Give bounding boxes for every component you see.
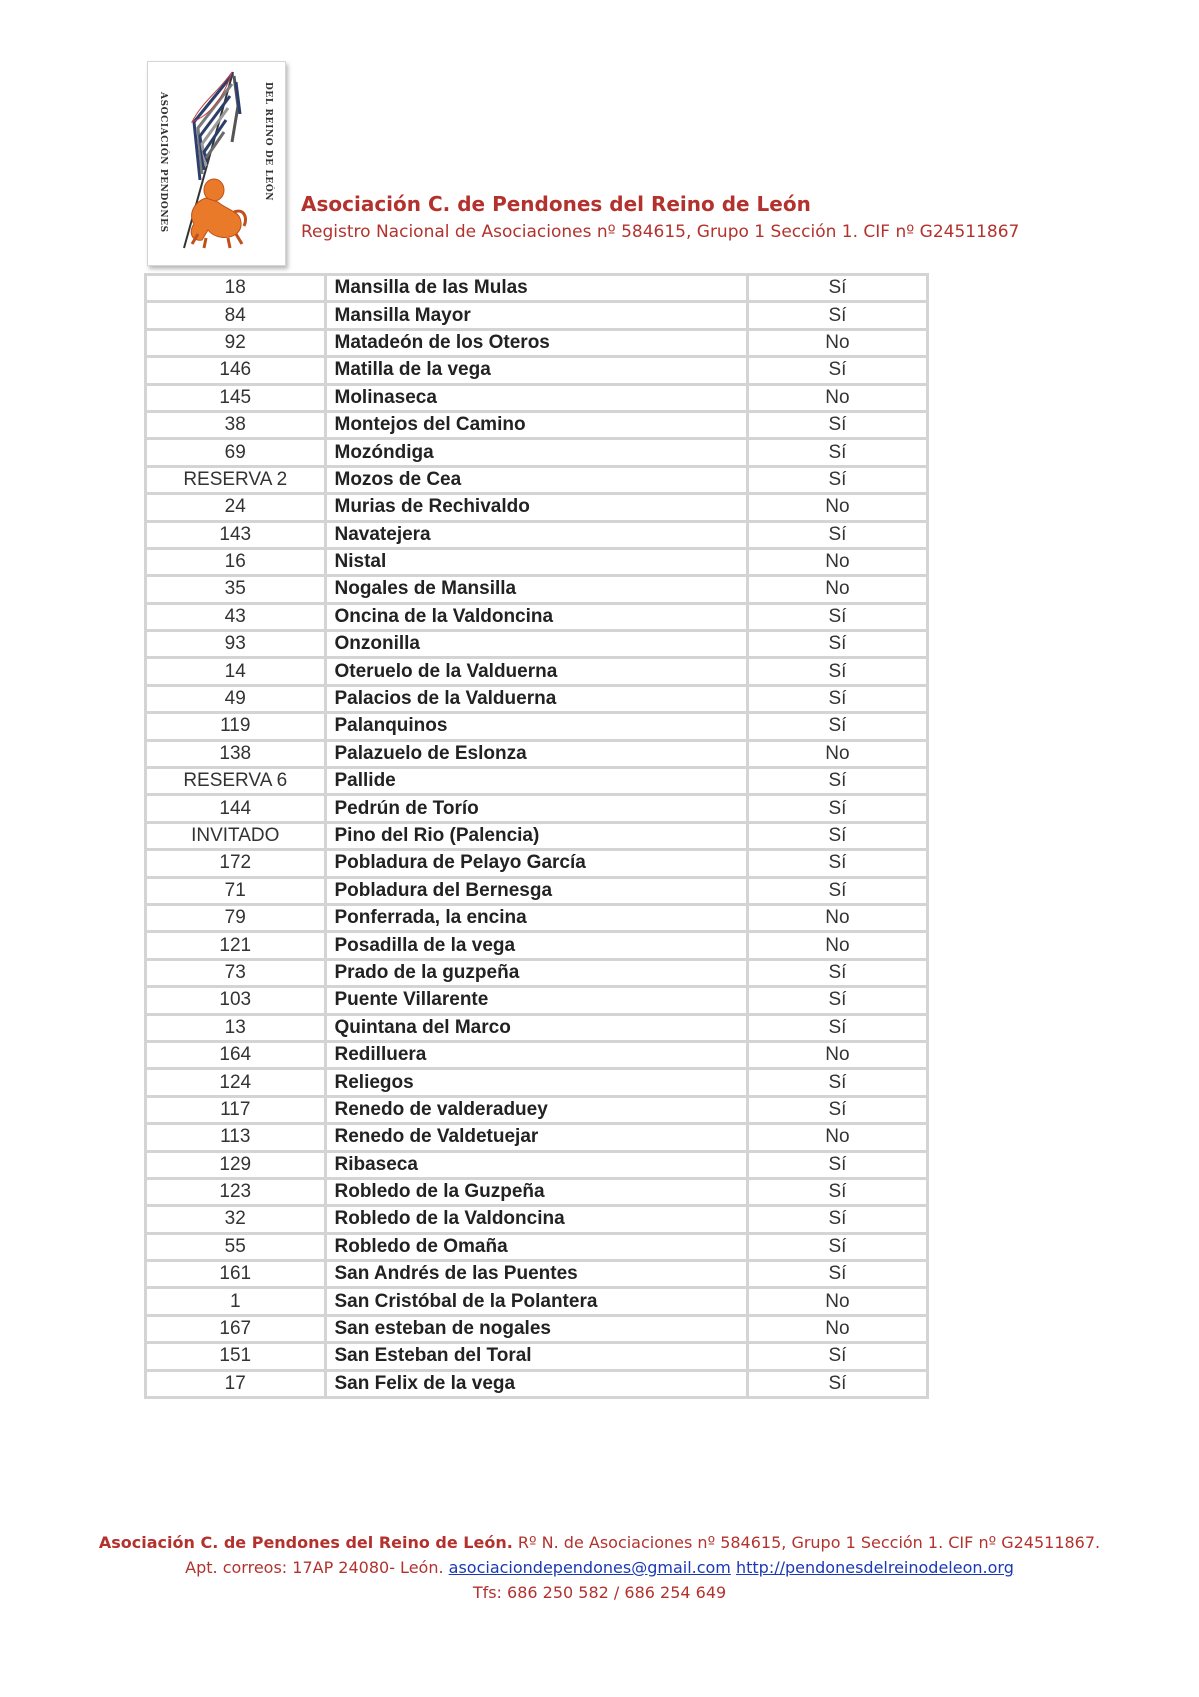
participation-cell: Sí xyxy=(747,850,927,877)
pendon-number-cell: 55 xyxy=(146,1233,326,1260)
locality-cell: Mozos de Cea xyxy=(325,466,747,493)
pendon-number-cell: RESERVA 6 xyxy=(146,768,326,795)
locality-cell: Matilla de la vega xyxy=(325,357,747,384)
locality-cell: Nogales de Mansilla xyxy=(325,576,747,603)
table-row xyxy=(146,1261,928,1288)
participation-cell: Sí xyxy=(747,1370,927,1397)
participation-cell: Sí xyxy=(747,685,927,712)
pendon-number-cell: 92 xyxy=(146,329,326,356)
pendon-number-cell: 16 xyxy=(146,548,326,575)
locality-cell: Mozóndiga xyxy=(325,439,747,466)
participation-cell: No xyxy=(747,548,927,575)
participation-cell: Sí xyxy=(747,466,927,493)
pendon-number-cell: 124 xyxy=(146,1069,326,1096)
table-row xyxy=(146,275,928,302)
table-row xyxy=(146,740,928,767)
table-row xyxy=(146,439,928,466)
pendon-number-cell: 113 xyxy=(146,1124,326,1151)
participation-cell: Sí xyxy=(747,959,927,986)
pendon-number-cell: 17 xyxy=(146,1370,326,1397)
participation-cell: Sí xyxy=(747,1206,927,1233)
stamp-lettering-icon xyxy=(148,62,285,265)
table-row xyxy=(146,1206,928,1233)
locality-cell: Pobladura de Pelayo García xyxy=(325,850,747,877)
pendon-number-cell: 32 xyxy=(146,1206,326,1233)
participation-cell: Sí xyxy=(747,302,927,329)
locality-cell: Murias de Rechivaldo xyxy=(325,494,747,521)
footer-org-name: Asociación C. de Pendones del Reino de León. xyxy=(98,1533,513,1552)
table-row xyxy=(146,822,928,849)
participation-cell: Sí xyxy=(747,439,927,466)
footer-address: Apt. correos: 17AP 24080- León. xyxy=(185,1558,449,1577)
pendon-number-cell: RESERVA 2 xyxy=(146,466,326,493)
pendon-number-cell: 119 xyxy=(146,713,326,740)
table-row xyxy=(146,1343,928,1370)
participation-cell: Sí xyxy=(747,795,927,822)
locality-cell: Pobladura del Bernesga xyxy=(325,877,747,904)
pendon-number-cell: 1 xyxy=(146,1288,326,1315)
svg-text:DEL REINO DE LEÓN: DEL REINO DE LEÓN xyxy=(263,82,273,202)
table-row xyxy=(146,576,928,603)
participation-cell: Sí xyxy=(747,521,927,548)
locality-cell: Palazuelo de Eslonza xyxy=(325,740,747,767)
pendon-number-cell: 13 xyxy=(146,1014,326,1041)
footer-registry: Rº N. de Asociaciones nº 584615, Grupo 1 Sección 1. CIF nº G24511867. xyxy=(512,1533,1101,1552)
pendon-number-cell: 49 xyxy=(146,685,326,712)
letterhead xyxy=(301,190,1019,246)
table-row xyxy=(146,850,928,877)
locality-cell: Ribaseca xyxy=(325,1151,747,1178)
locality-cell: Quintana del Marco xyxy=(325,1014,747,1041)
table-row xyxy=(146,384,928,411)
pendon-number-cell: 121 xyxy=(146,932,326,959)
pendon-number-cell: 79 xyxy=(146,904,326,931)
participation-cell: Sí xyxy=(747,713,927,740)
table-row xyxy=(146,411,928,438)
table-row xyxy=(146,795,928,822)
table-row xyxy=(146,685,928,712)
association-logo xyxy=(147,61,286,266)
locality-cell: San Cristóbal de la Polantera xyxy=(325,1288,747,1315)
participation-cell: No xyxy=(747,1315,927,1342)
locality-cell: Mansilla de las Mulas xyxy=(325,275,747,302)
table-row xyxy=(146,548,928,575)
locality-cell: Renedo de valderaduey xyxy=(325,1096,747,1123)
locality-cell: Pedrún de Torío xyxy=(325,795,747,822)
footer-email-link[interactable]: asociaciondependones@gmail.com xyxy=(448,1558,731,1577)
table-row xyxy=(146,1041,928,1068)
pendon-number-cell: 138 xyxy=(146,740,326,767)
table-row xyxy=(146,658,928,685)
table-row xyxy=(146,329,928,356)
participation-cell: Sí xyxy=(747,1233,927,1260)
participation-cell: No xyxy=(747,740,927,767)
locality-cell: Nistal xyxy=(325,548,747,575)
table-row xyxy=(146,713,928,740)
table-row xyxy=(146,959,928,986)
participation-cell: Sí xyxy=(747,768,927,795)
locality-cell: Navatejera xyxy=(325,521,747,548)
participation-cell: No xyxy=(747,384,927,411)
pendon-number-cell: 35 xyxy=(146,576,326,603)
participation-cell: Sí xyxy=(747,658,927,685)
locality-cell: Molinaseca xyxy=(325,384,747,411)
locality-cell: Redilluera xyxy=(325,1041,747,1068)
table-row xyxy=(146,1288,928,1315)
table-row xyxy=(146,932,928,959)
locality-cell: Pino del Rio (Palencia) xyxy=(325,822,747,849)
locality-cell: Oncina de la Valdoncina xyxy=(325,603,747,630)
table-row xyxy=(146,302,928,329)
locality-cell: Matadeón de los Oteros xyxy=(325,329,747,356)
locality-cell: Robledo de la Valdoncina xyxy=(325,1206,747,1233)
locality-cell: San Esteban del Toral xyxy=(325,1343,747,1370)
participation-cell: Sí xyxy=(747,1096,927,1123)
participation-cell: Sí xyxy=(747,1069,927,1096)
table-row xyxy=(146,1178,928,1205)
participation-cell: Sí xyxy=(747,603,927,630)
table-row xyxy=(146,521,928,548)
locality-cell: Onzonilla xyxy=(325,631,747,658)
participation-cell: No xyxy=(747,329,927,356)
locality-cell: San Felix de la vega xyxy=(325,1370,747,1397)
participation-cell: Sí xyxy=(747,987,927,1014)
table-row xyxy=(146,1315,928,1342)
locality-cell: Puente Villarente xyxy=(325,987,747,1014)
locality-cell: Robledo de Omaña xyxy=(325,1233,747,1260)
participation-cell: No xyxy=(747,904,927,931)
locality-cell: Palacios de la Valduerna xyxy=(325,685,747,712)
locality-cell: Palanquinos xyxy=(325,713,747,740)
participation-cell: No xyxy=(747,576,927,603)
table-row xyxy=(146,1014,928,1041)
pendon-number-cell: 146 xyxy=(146,357,326,384)
pendon-number-cell: 71 xyxy=(146,877,326,904)
pendon-number-cell: 38 xyxy=(146,411,326,438)
participation-cell: Sí xyxy=(747,1014,927,1041)
table-row xyxy=(146,768,928,795)
participation-cell: Sí xyxy=(747,822,927,849)
pendon-number-cell: 69 xyxy=(146,439,326,466)
participation-cell: Sí xyxy=(747,357,927,384)
table-row xyxy=(146,631,928,658)
pendon-number-cell: 18 xyxy=(146,275,326,302)
pendon-number-cell: 167 xyxy=(146,1315,326,1342)
participation-cell: No xyxy=(747,1041,927,1068)
letterhead-registry: Registro Nacional de Asociaciones nº 584615, Grupo 1 Sección 1. CIF nº G24511867 xyxy=(301,222,1020,242)
table-row xyxy=(146,1069,928,1096)
footer-website-link[interactable]: http://pendonesdelreinodeleon.org xyxy=(735,1558,1014,1577)
locality-cell: Ponferrada, la encina xyxy=(325,904,747,931)
page-footer xyxy=(0,1530,1199,1605)
participation-cell: Sí xyxy=(747,1178,927,1205)
footer-phones: Tfs: 686 250 582 / 686 254 649 xyxy=(472,1583,727,1602)
letterhead-title: Asociación C. de Pendones del Reino de León xyxy=(301,192,811,216)
pendon-number-cell: 129 xyxy=(146,1151,326,1178)
participation-cell: Sí xyxy=(747,1261,927,1288)
pendon-number-cell: 161 xyxy=(146,1261,326,1288)
table-row xyxy=(146,494,928,521)
locality-cell: Posadilla de la vega xyxy=(325,932,747,959)
pendon-number-cell: 14 xyxy=(146,658,326,685)
locality-cell: Oteruelo de la Valduerna xyxy=(325,658,747,685)
pendon-number-cell: 103 xyxy=(146,987,326,1014)
table-row xyxy=(146,603,928,630)
pendones-table-body xyxy=(146,275,928,1398)
participation-cell: No xyxy=(747,1124,927,1151)
participation-cell: No xyxy=(747,932,927,959)
svg-text:ASOCIACIÓN PENDONES: ASOCIACIÓN PENDONES xyxy=(158,92,168,233)
pendon-number-cell: 93 xyxy=(146,631,326,658)
pendon-number-cell: 172 xyxy=(146,850,326,877)
pendon-number-cell: 84 xyxy=(146,302,326,329)
table-row xyxy=(146,1370,928,1397)
footer-line-2 xyxy=(0,1555,1199,1580)
table-row xyxy=(146,1233,928,1260)
table-row xyxy=(146,1151,928,1178)
participation-cell: No xyxy=(747,1288,927,1315)
participation-cell: Sí xyxy=(747,411,927,438)
locality-cell: San esteban de nogales xyxy=(325,1315,747,1342)
pendon-number-cell: 164 xyxy=(146,1041,326,1068)
locality-cell: San Andrés de las Puentes xyxy=(325,1261,747,1288)
table-row xyxy=(146,904,928,931)
locality-cell: Pallide xyxy=(325,768,747,795)
participation-cell: Sí xyxy=(747,275,927,302)
locality-cell: Reliegos xyxy=(325,1069,747,1096)
pendon-number-cell: 143 xyxy=(146,521,326,548)
locality-cell: Prado de la guzpeña xyxy=(325,959,747,986)
pendon-number-cell: 123 xyxy=(146,1178,326,1205)
participation-cell: Sí xyxy=(747,1151,927,1178)
pendon-number-cell: 144 xyxy=(146,795,326,822)
participation-cell: Sí xyxy=(747,631,927,658)
pendon-number-cell: 24 xyxy=(146,494,326,521)
table-row xyxy=(146,877,928,904)
participation-cell: Sí xyxy=(747,1343,927,1370)
table-row xyxy=(146,1124,928,1151)
locality-cell: Mansilla Mayor xyxy=(325,302,747,329)
pendon-number-cell: 145 xyxy=(146,384,326,411)
pendon-number-cell: INVITADO xyxy=(146,822,326,849)
locality-cell: Robledo de la Guzpeña xyxy=(325,1178,747,1205)
pendones-table xyxy=(144,273,929,1399)
table-row xyxy=(146,357,928,384)
participation-cell: No xyxy=(747,494,927,521)
pendon-number-cell: 43 xyxy=(146,603,326,630)
table-row xyxy=(146,466,928,493)
footer-line-1 xyxy=(0,1530,1199,1555)
pendon-number-cell: 73 xyxy=(146,959,326,986)
locality-cell: Renedo de Valdetuejar xyxy=(325,1124,747,1151)
locality-cell: Montejos del Camino xyxy=(325,411,747,438)
table-row xyxy=(146,1096,928,1123)
table-row xyxy=(146,987,928,1014)
pendon-number-cell: 117 xyxy=(146,1096,326,1123)
participation-cell: Sí xyxy=(747,877,927,904)
pendon-number-cell: 151 xyxy=(146,1343,326,1370)
